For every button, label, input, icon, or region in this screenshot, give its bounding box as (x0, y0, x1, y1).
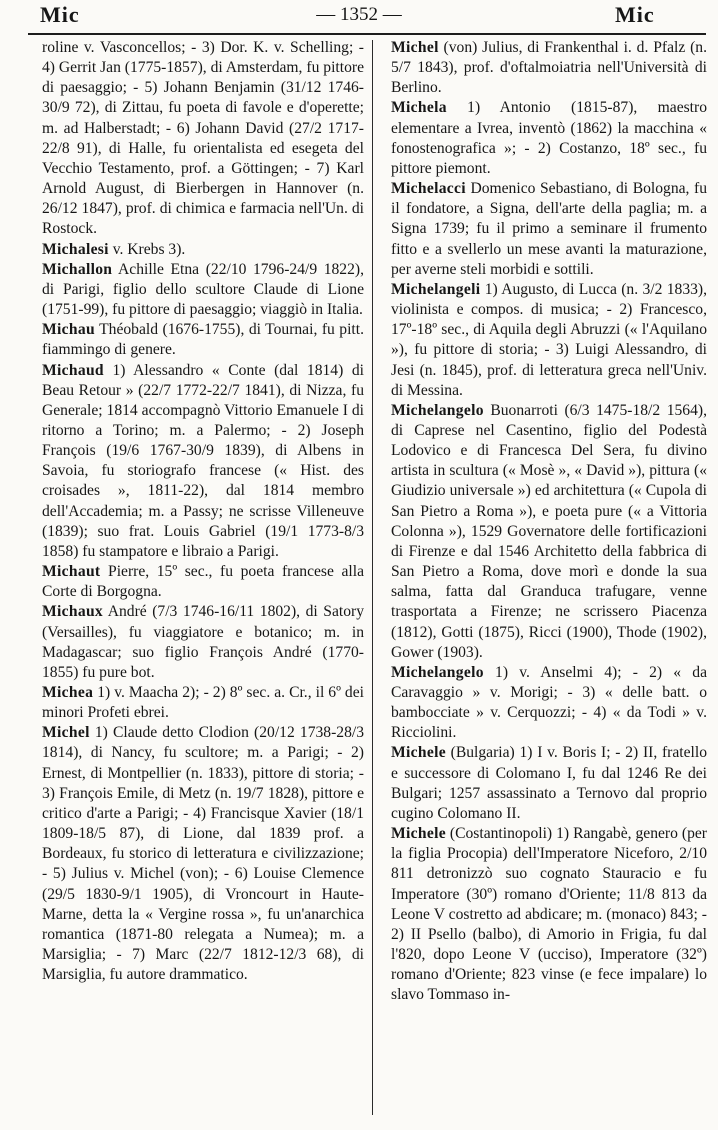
entry-headword: Michalesi (42, 240, 109, 258)
dictionary-entry (391, 280, 707, 401)
dictionary-entry (42, 683, 364, 723)
entry-headword: Michea (42, 684, 94, 701)
dictionary-entry (391, 98, 707, 179)
dictionary-entry (42, 240, 364, 260)
dictionary-entry (391, 663, 707, 744)
running-head-left: Mic (40, 2, 80, 27)
entry-text: Buonarroti (6/3 1475-18/2 1564), di Caprese nel Casentino, figlio del Podestà Lodovico e di Francesca Del Sera, fu divino artista in scultura (« Mosè », « David »), pittura (« Giudizio universale ») ed architettura (« Cupola di San Pietro a Roma »), e poeta pure (« a Vittoria Colonna »), 1529 Governatore delle fortificazioni di Firenze e dal 1546 Architetto della fabbrica di San Pietro a Roma, dove morì e donde la sua salma, fatta dal Granduca trafugare, venne trasportata a Firenze; ne scrissero Piacenza (1812), Gotti (1875), Ricci (1900), Thode (1902), Gower (1903). (391, 401, 707, 661)
entry-text: Domenico Sebastiano, di Bologna, fu il fondatore, a Signa, dell'arte della paglia; m. a Signa 1739; fu il primo a seminare il frumento fitto e a svellerlo un mese avanti la maturazione, per averne steli morbidi e sottili. (391, 180, 707, 278)
dictionary-entry (391, 179, 707, 280)
entry-text: (Costantinopoli) 1) Rangabè, genero (per la figlia Procopia) dell'Imperatore Niceforo, 2/10 811 detronizzò suo cognato Stauracio e fu Imperatore (30º) romano d'Oriente; 11/8 813 da Leone V costretto ad abdicare; m. (monaco) 843; - 2) II Psello (balbo), di Amorio in Frigia, fu dal l'820, dopo Leone V (ucciso), Imperatore (32º) romano d'Oriente; 823 vinse (e fece impalare) lo slavo Tommaso in- (391, 825, 707, 1004)
entry-headword: Michelacci (391, 180, 466, 198)
entry-headword: Michelangelo (391, 401, 484, 419)
right-column (391, 38, 707, 1006)
entry-headword: Michele (391, 825, 446, 843)
entry-text: v. Krebs 3). (112, 240, 186, 258)
entry-headword: Michaux (42, 603, 104, 621)
header-rule (28, 33, 706, 35)
entry-headword: Michelangelo (391, 663, 484, 681)
dictionary-entry (42, 38, 364, 240)
dictionary-entry (391, 743, 707, 824)
running-head-right: Mic (615, 2, 655, 27)
entry-headword: Michallon (42, 260, 113, 278)
entry-headword: Michela (391, 99, 447, 117)
entry-text: Pierre, 15º sec., fu poeta francese alla Corte di Borgogna. (42, 563, 364, 601)
dictionary-entry (42, 562, 364, 602)
entry-text: Achille Etna (22/10 1796-24/9 1822), di Parigi, figlio dello scultore Claude di Lione (1751-99), fu pittore di paesaggio; viaggiò in Italia. (42, 260, 364, 319)
entry-text: 1) Antonio (1815-87), maestro elementare a Ivrea, inventò (1862) la macchina « fonostenografica »; - 2) Costanzo, 18º sec., fu pittore piemont. (391, 99, 708, 177)
entry-text: 1) v. Anselmi 4); - 2) « da Caravaggio » v. Morigi; - 3) « delle batt. o bambocciate » v. Cerquozzi; - 4) « da Todi » v. Ricciolini. (391, 663, 707, 742)
entry-text: (von) Julius, di Frankenthal i. d. Pfalz (n. 5/7 1843), prof. d'oftalmoiatria nell'Università di Berlino. (391, 39, 707, 97)
entry-text: 1) v. Maacha 2); - 2) 8º sec. a. Cr., il 6º dei minori Profeti ebrei. (42, 684, 364, 722)
entry-headword: Michel (391, 39, 439, 56)
entry-text: 1) Alessandro « Conte (dal 1814) di Beau Retour » (22/7 1772-22/7 1841), di Nizza, fu Generale; 1814 accompagnò Vittorio Emanuele I di ritorno a Torino; m. a Palermo; - 2) Joseph François (19/6 1767-30/9 1839), di Albens in Savoia, fu storiografo francese (« Hist. des croisades », 1811-22), dal 1814 membro dell'Accademia; m. a Passy; ne scrisse Villeneuve (1839); suo frat. Louis Gabriel (19/1 1773-8/3 1858) fu stampatore e libraio a Parigi. (42, 361, 364, 560)
dictionary-entry (391, 824, 707, 1005)
page-number: — 1352 — (316, 4, 402, 25)
entry-text: Théobald (1676-1755), di Tournai, fu pitt. fiammingo di genere. (42, 321, 364, 359)
left-column (42, 38, 364, 985)
entry-headword: Michaut (42, 563, 101, 581)
dictionary-entry (42, 361, 364, 563)
entry-headword: Michau (42, 321, 95, 339)
entry-headword: Michele (391, 744, 446, 762)
dictionary-entry (42, 723, 364, 985)
dictionary-entry (42, 320, 364, 360)
column-divider (372, 40, 373, 1115)
entry-text: (Bulgaria) 1) I v. Boris I; - 2) II, fratello e successore di Colomano I, fu dal 1246 Re dei Bulgari; 1257 assassinato a Ternovo dal proprio cugino Colomano II. (391, 744, 707, 822)
dictionary-entry (42, 260, 364, 320)
dictionary-entry (42, 602, 364, 683)
entry-headword: Michel (42, 724, 90, 742)
entry-headword: Michaud (42, 361, 104, 379)
dictionary-entry (391, 38, 707, 98)
entry-text: 1) Claude detto Clodion (20/12 1738-28/3 1814), di Nancy, fu scultore; m. a Parigi; - 2) Ernest, di Montpellier (n. 1833), pittore di storia; - 3) François Emile, di Metz (n. 19/7 1828), pittore e critico d'arte a Parigi; - 4) Francisque Xavier (18/1 1809-18/5 87), di Lione, dal 1839 prof. a Bordeaux, fu storico di letteratura e civilizzazione; - 5) Julius v. Michel (von); - 6) Louise Clemence (29/5 1830-9/1 1905), di Vroncourt in Haute-Marne, detta la « Vergine rossa », fu un'anarchica romantica (1871-80 relegata a Numea); m. a Marsiglia; - 7) Marc (22/7 1812-12/3 68), di Marsiglia, fu autore drammatico. (42, 724, 364, 984)
entry-text: 1) Augusto, di Lucca (n. 3/2 1833), violinista e compos. di musica; - 2) Francesco, 17º-18º sec., di Aquila degli Abruzzi (« l'Aquilano »), fu pittore di storia; - 3) Luigi Alessandro, di Jesi (n. 1845), prof. di letteratura greca nell'Univ. di Messina. (391, 280, 708, 399)
entry-headword: Michelangeli (391, 280, 481, 298)
entry-text: André (7/3 1746-16/11 1802), di Satory (Versailles), fu viaggiatore e botanico; m. in Madagascar; suo figlio François André (1770-1855) fu pure bot. (42, 603, 364, 681)
page-header (0, 0, 718, 34)
dictionary-entry (391, 401, 707, 663)
entry-text: roline v. Vasconcellos; - 3) Dor. K. v. Schelling; - 4) Gerrit Jan (1775-1857), di Amsterdam, fu pittore di paesaggio; - 5) Johann Benjamin (31/12 1746-30/9 72), di Zittau, fu poeta di favole e d'operette; m. ad Halberstadt; - 6) Johann David (27/2 1717-22/8 91), di Halle, fu orientalista ed esegeta del Vecchio Testamento, prof. a Göttingen; - 7) Karl Arnold August, di Bierbergen in Hannover (n. 26/12 1847), prof. di chimica e farmacia nell'Un. di Rostock. (42, 39, 364, 238)
